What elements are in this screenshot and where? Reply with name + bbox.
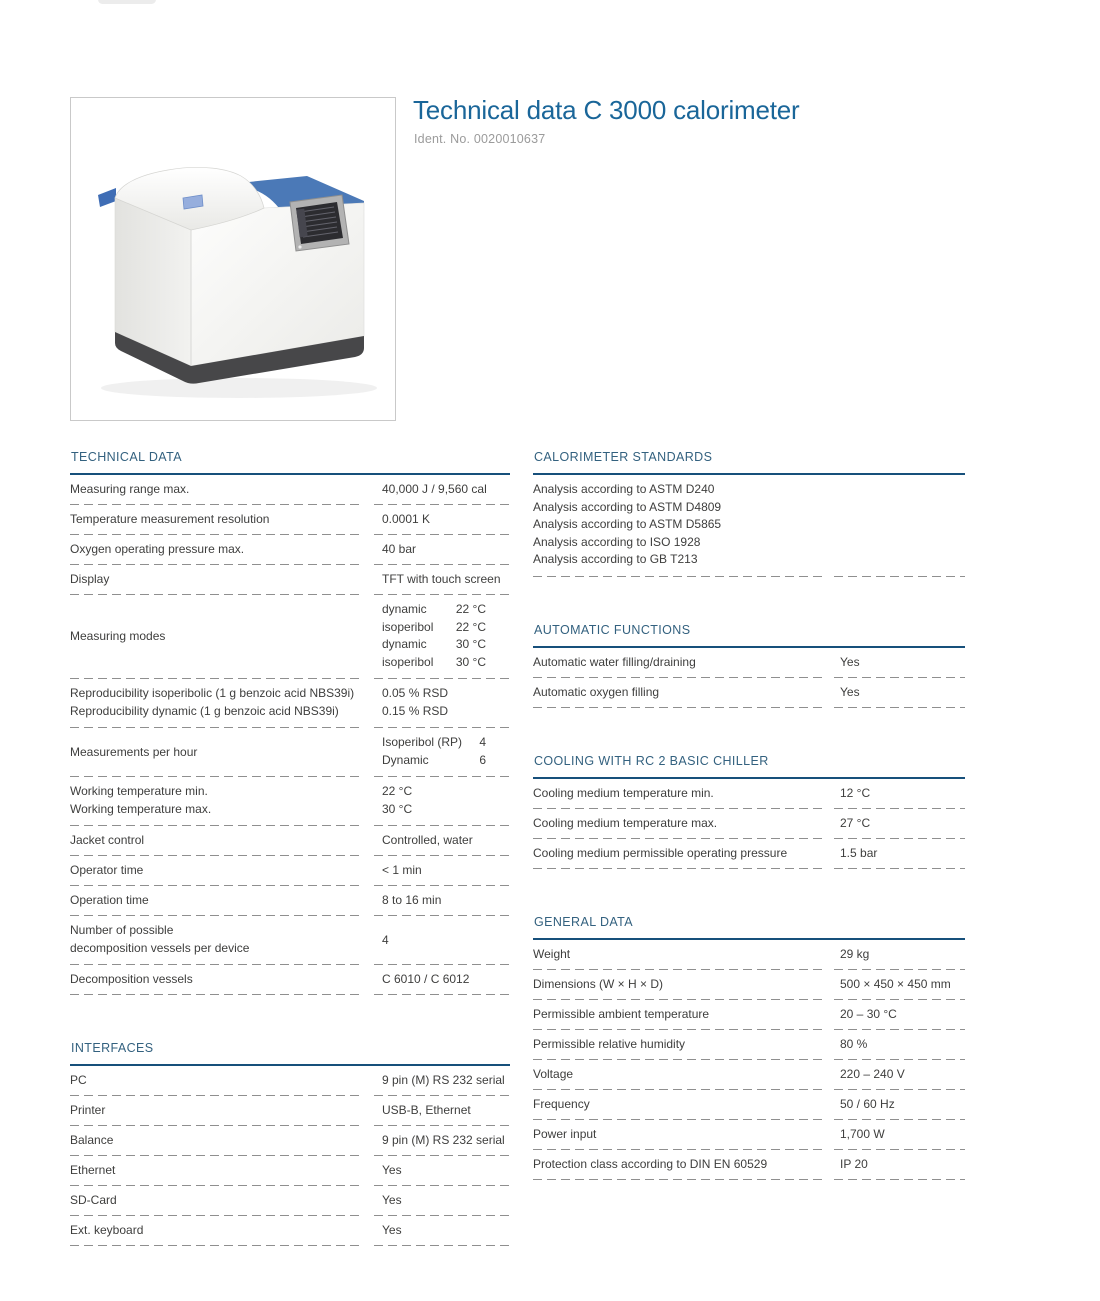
table-row	[533, 678, 965, 708]
value-pair-amount: 6	[479, 752, 486, 767]
row-value-line: 8 to 16 min	[382, 893, 442, 907]
row-value-line: 4	[382, 932, 389, 947]
row-label-line: decomposition vessels per device	[70, 940, 250, 955]
row-label	[70, 777, 363, 826]
row-label	[70, 1096, 363, 1126]
row-label-line: Display	[70, 572, 110, 586]
row-value-line: 22 °C	[382, 784, 413, 798]
row-label-line: Permissible ambient temperature	[533, 1006, 710, 1021]
row-label	[70, 595, 363, 679]
table-row	[533, 1030, 965, 1060]
row-value	[374, 535, 510, 565]
table-row	[70, 505, 510, 535]
row-label-line: Weight	[533, 946, 571, 961]
row-value-line: 220 – 240 V	[840, 1066, 905, 1081]
cooling-table	[533, 779, 965, 869]
row-value	[374, 1096, 510, 1126]
calorimeter-standards-table	[533, 475, 965, 577]
table-row	[533, 1000, 965, 1030]
section-technical-data	[70, 450, 510, 995]
row-value	[834, 1090, 965, 1120]
row-label	[533, 809, 823, 839]
row-label-line: Dimensions (W × H × D)	[533, 976, 664, 991]
section-title: AUTOMATIC FUNCTIONS	[533, 623, 965, 648]
row-label	[533, 648, 823, 678]
row-value-line: Yes	[382, 1223, 402, 1237]
row-label	[70, 856, 363, 886]
row-value	[834, 779, 965, 809]
section-title: TECHNICAL DATA	[70, 450, 510, 475]
row-value-line: USB-B, Ethernet	[382, 1103, 471, 1117]
value-pair-amount: 4	[479, 735, 486, 749]
row-label	[70, 1216, 363, 1246]
value-pair-amount: 30 °C	[455, 654, 486, 669]
row-label	[70, 475, 363, 505]
row-value	[834, 839, 965, 869]
row-value	[834, 1120, 965, 1150]
table-row	[70, 1216, 510, 1246]
row-label	[533, 475, 823, 577]
panel-button	[298, 245, 301, 248]
table-row	[70, 1186, 510, 1216]
row-value	[834, 970, 965, 1000]
row-value	[374, 595, 510, 679]
row-value	[374, 728, 510, 777]
table-row	[533, 779, 965, 809]
row-label-line: Balance	[70, 1133, 114, 1147]
row-value-pair	[382, 619, 486, 637]
row-label	[533, 779, 823, 809]
section-interfaces	[70, 1041, 510, 1246]
row-value-line: < 1 min	[382, 863, 422, 877]
row-value-line: C 6010 / C 6012	[382, 972, 470, 986]
row-label-line: Number of possible	[70, 923, 174, 937]
row-label	[70, 886, 363, 916]
table-row	[70, 777, 510, 826]
row-value-line: 80 %	[840, 1036, 868, 1051]
row-value	[834, 648, 965, 678]
row-value	[374, 826, 510, 856]
row-value	[374, 679, 510, 728]
row-value-pair	[382, 734, 486, 752]
row-label	[533, 678, 823, 708]
row-value-pair	[382, 654, 486, 672]
row-label-line: Analysis according to ASTM D240	[533, 482, 715, 496]
row-label-line: Operator time	[70, 863, 144, 877]
row-value-line: 40 bar	[382, 542, 417, 556]
row-value-line: 29 kg	[840, 946, 870, 961]
row-value-line: 1.5 bar	[840, 845, 878, 860]
table-row	[533, 475, 965, 577]
row-label	[70, 565, 363, 595]
row-value	[834, 1000, 965, 1030]
row-value-pair	[382, 752, 486, 770]
left-column	[70, 450, 510, 1292]
row-label-line: SD-Card	[70, 1193, 117, 1207]
row-value	[834, 475, 965, 577]
row-label	[70, 1186, 363, 1216]
table-row	[70, 1156, 510, 1186]
row-value-line: 30 °C	[382, 801, 413, 816]
row-label-line: Power input	[533, 1126, 597, 1141]
row-label-line: Ext. keyboard	[70, 1223, 144, 1237]
table-row	[533, 1120, 965, 1150]
row-label-line: Printer	[70, 1103, 106, 1117]
row-label-line: Cooling medium permissible operating pressure	[533, 845, 788, 860]
section-title: COOLING WITH RC 2 BASIC CHILLER	[533, 754, 965, 779]
section-automatic-functions	[533, 623, 965, 708]
row-label	[533, 1030, 823, 1060]
device-shadow	[101, 378, 377, 398]
page-title: Technical data C 3000 calorimeter	[413, 95, 800, 125]
table-row	[70, 475, 510, 505]
row-label	[533, 839, 823, 869]
section-calorimeter-standards	[533, 450, 965, 577]
row-label-line: Decomposition vessels	[70, 972, 193, 986]
right-column	[533, 450, 965, 1226]
row-label-line: Working temperature max.	[70, 801, 212, 816]
row-value	[374, 1186, 510, 1216]
row-label	[70, 728, 363, 777]
row-label-line: Reproducibility isoperibolic (1 g benzoic acid NBS39i)	[70, 686, 355, 700]
table-row	[70, 595, 510, 679]
row-value	[374, 1126, 510, 1156]
row-label-line: Voltage	[533, 1066, 574, 1081]
row-label-line: Automatic water filling/draining	[533, 654, 696, 669]
row-label-line: Frequency	[533, 1096, 590, 1111]
row-value	[374, 1066, 510, 1096]
row-value-line: IP 20	[840, 1156, 868, 1171]
section-cooling-rc2	[533, 754, 965, 869]
row-value-line: 0.05 % RSD	[382, 686, 449, 700]
row-label-line: Permissible relative humidity	[533, 1036, 686, 1051]
row-label	[533, 940, 823, 970]
row-value	[834, 1150, 965, 1180]
table-row	[533, 940, 965, 970]
row-label	[70, 916, 363, 965]
table-row	[533, 839, 965, 869]
title-block	[413, 96, 800, 146]
row-value-line: 500 × 450 × 450 mm	[840, 976, 951, 991]
row-label-line: PC	[70, 1073, 87, 1087]
row-label	[70, 1066, 363, 1096]
row-value	[374, 1216, 510, 1246]
row-label-line: Automatic oxygen filling	[533, 684, 660, 699]
table-row	[533, 1060, 965, 1090]
row-label	[70, 535, 363, 565]
value-pair-amount: 22 °C	[455, 602, 486, 616]
table-row	[70, 1066, 510, 1096]
row-value	[834, 940, 965, 970]
row-label-line: Measurements per hour	[70, 744, 198, 759]
row-value-pair	[382, 601, 486, 619]
value-pair-name: isoperibol	[382, 654, 434, 669]
table-row	[70, 728, 510, 777]
row-value	[374, 565, 510, 595]
row-value	[374, 886, 510, 916]
row-value-line: 0.0001 K	[382, 512, 431, 526]
automatic-functions-table	[533, 648, 965, 708]
row-label-line: Analysis according to ASTM D5865	[533, 517, 722, 531]
row-label-line: Cooling medium temperature max.	[533, 815, 718, 830]
row-label-line: Analysis according to ISO 1928	[533, 534, 701, 549]
row-value	[374, 916, 510, 965]
row-label	[533, 1000, 823, 1030]
row-value-line: 1,700 W	[840, 1126, 885, 1141]
row-value-line: 9 pin (M) RS 232 serial	[382, 1073, 505, 1087]
row-label	[70, 679, 363, 728]
row-value-line: Yes	[382, 1193, 402, 1207]
row-value-line: Yes	[840, 654, 860, 669]
row-label-line: Operation time	[70, 893, 149, 907]
table-row	[70, 565, 510, 595]
row-label	[533, 970, 823, 1000]
row-label-line: Analysis according to ASTM D4809	[533, 499, 722, 514]
row-label	[533, 1150, 823, 1180]
row-label	[70, 1156, 363, 1186]
row-value-line: 50 / 60 Hz	[840, 1096, 895, 1111]
row-value	[834, 1030, 965, 1060]
table-row	[533, 809, 965, 839]
value-pair-amount: 22 °C	[455, 619, 486, 634]
table-row	[70, 965, 510, 995]
row-value	[374, 1156, 510, 1186]
table-row	[70, 1096, 510, 1126]
device-blue-left-chip	[98, 188, 116, 207]
row-value-line: TFT with touch screen	[382, 572, 501, 586]
interfaces-table	[70, 1066, 510, 1246]
row-label-line: Temperature measurement resolution	[70, 512, 270, 526]
row-value	[834, 678, 965, 708]
row-value-line: Controlled, water	[382, 833, 473, 847]
row-value-line: 20 – 30 °C	[840, 1006, 897, 1021]
row-value-line: 12 °C	[840, 785, 871, 800]
product-photo-frame	[70, 97, 396, 421]
row-value	[374, 475, 510, 505]
value-pair-name: dynamic	[382, 637, 427, 651]
table-row	[70, 856, 510, 886]
page-edge-artifact	[98, 0, 156, 4]
general-data-table	[533, 940, 965, 1180]
table-row	[70, 826, 510, 856]
section-title: INTERFACES	[70, 1041, 510, 1066]
row-label-line: Ethernet	[70, 1163, 116, 1177]
section-title: CALORIMETER STANDARDS	[533, 450, 965, 475]
product-image	[71, 98, 395, 420]
value-pair-name: dynamic	[382, 602, 427, 616]
value-pair-name: isoperibol	[382, 619, 434, 634]
table-row	[70, 535, 510, 565]
row-value-line: 0.15 % RSD	[382, 703, 449, 718]
row-label-line: Analysis according to GB T213	[533, 552, 698, 566]
table-row	[70, 1126, 510, 1156]
row-label-line: Oxygen operating pressure max.	[70, 542, 245, 556]
table-row	[70, 679, 510, 728]
row-value	[374, 777, 510, 826]
table-row	[70, 916, 510, 965]
row-value-line: 40,000 J / 9,560 cal	[382, 482, 487, 496]
row-value	[374, 965, 510, 995]
row-value-line: 27 °C	[840, 815, 871, 830]
row-label-line: Working temperature min.	[70, 784, 208, 798]
table-row	[533, 1150, 965, 1180]
section-general-data	[533, 915, 965, 1180]
row-value-line: Yes	[840, 684, 860, 699]
row-value-pair	[382, 636, 486, 654]
row-label	[533, 1060, 823, 1090]
ident-number: Ident. No. 0020010637	[414, 131, 546, 146]
table-row	[533, 648, 965, 678]
row-value	[374, 505, 510, 535]
row-label	[533, 1120, 823, 1150]
table-row	[70, 886, 510, 916]
row-label-line: Protection class according to DIN EN 60529	[533, 1156, 768, 1171]
row-label-line: Jacket control	[70, 833, 145, 847]
row-label	[533, 1090, 823, 1120]
row-label	[70, 1126, 363, 1156]
row-value	[374, 856, 510, 886]
row-value-line: 9 pin (M) RS 232 serial	[382, 1133, 505, 1147]
table-row	[533, 970, 965, 1000]
row-label-line: Measuring modes	[70, 629, 166, 643]
technical-data-table	[70, 475, 510, 995]
row-label	[70, 505, 363, 535]
row-label	[70, 965, 363, 995]
row-label-line: Measuring range max.	[70, 482, 190, 496]
value-pair-amount: 30 °C	[455, 637, 486, 651]
row-label-line: Cooling medium temperature min.	[533, 785, 714, 800]
row-value	[834, 1060, 965, 1090]
row-value	[834, 809, 965, 839]
value-pair-name: Dynamic	[382, 752, 429, 767]
row-value-line: Yes	[382, 1163, 402, 1177]
section-title: GENERAL DATA	[533, 915, 965, 940]
value-pair-name: Isoperibol (RP)	[382, 735, 463, 749]
row-label	[70, 826, 363, 856]
table-row	[533, 1090, 965, 1120]
row-label-line: Reproducibility dynamic (1 g benzoic acid NBS39i)	[70, 703, 339, 718]
